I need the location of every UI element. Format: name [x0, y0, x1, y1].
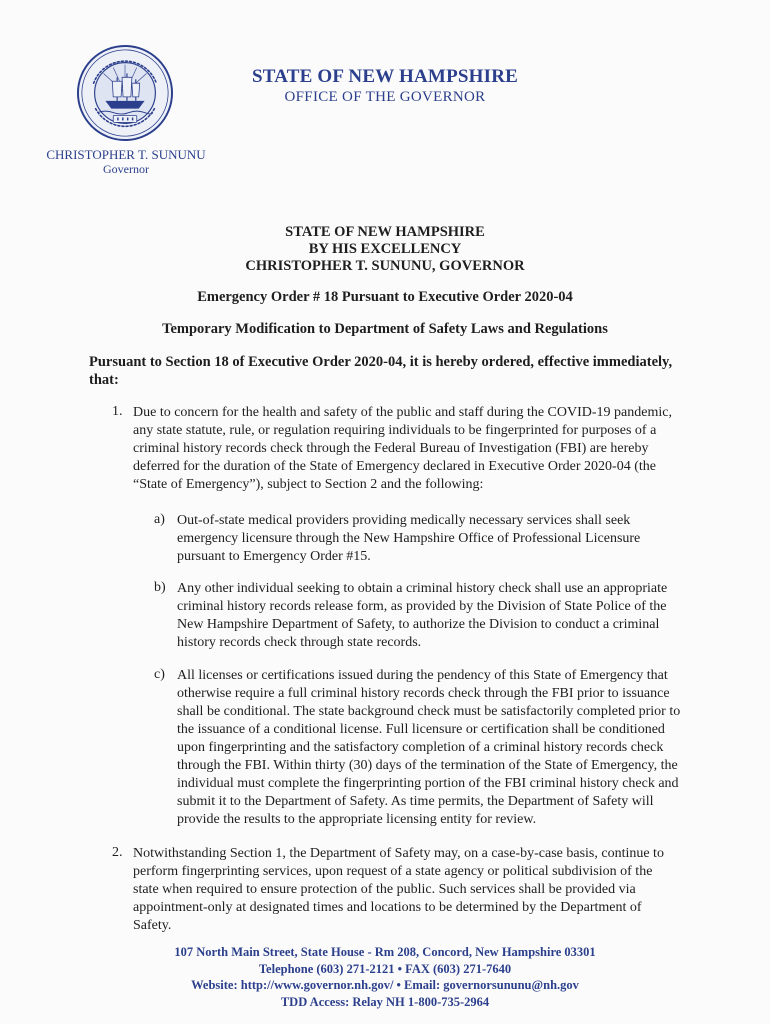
order-subtitle: Temporary Modification to Department of Safety Laws and Regulations	[162, 321, 608, 337]
section-number: 2.	[112, 845, 123, 860]
footer-web: Website: http://www.governor.nh.gov/ • Email: governorsununu@nh.gov	[191, 978, 579, 992]
subsection-label: b)	[154, 580, 166, 595]
state-seal-icon	[76, 44, 174, 142]
subsection-label: a)	[154, 512, 165, 527]
preamble: Pursuant to Section 18 of Executive Order 2020-04, it is hereby ordered, effective immediately, that:	[89, 354, 673, 388]
subsection-text: Out-of-state medical providers providing medically necessary services shall seek emergency licensure through the New Hampshire Office of Professional Licensure pursuant to Emergency Order #15.	[177, 513, 641, 564]
footer-address: 107 North Main Street, State House - Rm 208, Concord, New Hampshire 03301	[174, 945, 596, 959]
governor-role: Governor	[103, 162, 149, 176]
footer-tdd: TDD Access: Relay NH 1-800-735-2964	[280, 994, 490, 1009]
heading-line-state: STATE OF NEW HAMPSHIRE	[285, 224, 485, 240]
subsection-text: All licenses or certifications issued during the pendency of this State of Emergency that otherwise require a full criminal history records check through the FBI prior to issuance shall be conditional. The state background check must be satisfactorily completed prior to the issuance of a conditional license. Full licensure or certification shall be conditioned upon fingerprinting and the satisfactory completion of a criminal history records check through the FBI. Within thirty (30) days of the termination of the State of Emergency, the individual must complete the fingerprinting portion of the FBI criminal history check and submit it to the Department of Safety. As time permits, the Department of Safety will provide the results to the appropriate licensing entity for review.	[177, 668, 681, 827]
governor-name: CHRISTOPHER T. SUNUNU	[46, 147, 206, 162]
heading-line-excellency: BY HIS EXCELLENCY	[308, 241, 462, 257]
letterhead-footer	[0, 944, 770, 1010]
heading-line-governor: CHRISTOPHER T. SUNUNU, GOVERNOR	[245, 258, 525, 274]
letterhead-subtitle: OFFICE OF THE GOVERNOR	[284, 89, 486, 105]
section-number: 1.	[112, 404, 123, 419]
subsection-label: c)	[154, 667, 165, 682]
order-title: Emergency Order # 18 Pursuant to Executive Order 2020-04	[197, 289, 573, 305]
order-heading	[0, 224, 770, 275]
section-text: Due to concern for the health and safety of the public and staff during the COVID-19 pandemic, any state statute, rule, or regulation requiring individuals to be fingerprinted for purposes of a criminal history records check through the Federal Bureau of Investigation (FBI) are hereby deferred for the duration of the State of Emergency declared in Executive Order 2020-04 (the “State of Emergency”), subject to Section 2 and the following:	[133, 405, 672, 492]
footer-phone: Telephone (603) 271-2121 • FAX (603) 271-7640	[258, 961, 512, 976]
subsection-text: Any other individual seeking to obtain a criminal history check shall use an appropriate criminal history records release form, as provided by the Division of State Police of the New Hampshire Department of Safety, to authorize the Division to conduct a criminal history records check through state records.	[177, 581, 668, 650]
letterhead-title: STATE OF NEW HAMPSHIRE	[251, 66, 519, 87]
section-text: Notwithstanding Section 1, the Department of Safety may, on a case-by-case basis, continue to perform fingerprinting services, upon request of a state agency or political subdivision of the state when required to ensure protection of the public. Such services shall be provided via appointment-only at designated times and locations to be determined by the Department of Safety.	[133, 846, 664, 933]
